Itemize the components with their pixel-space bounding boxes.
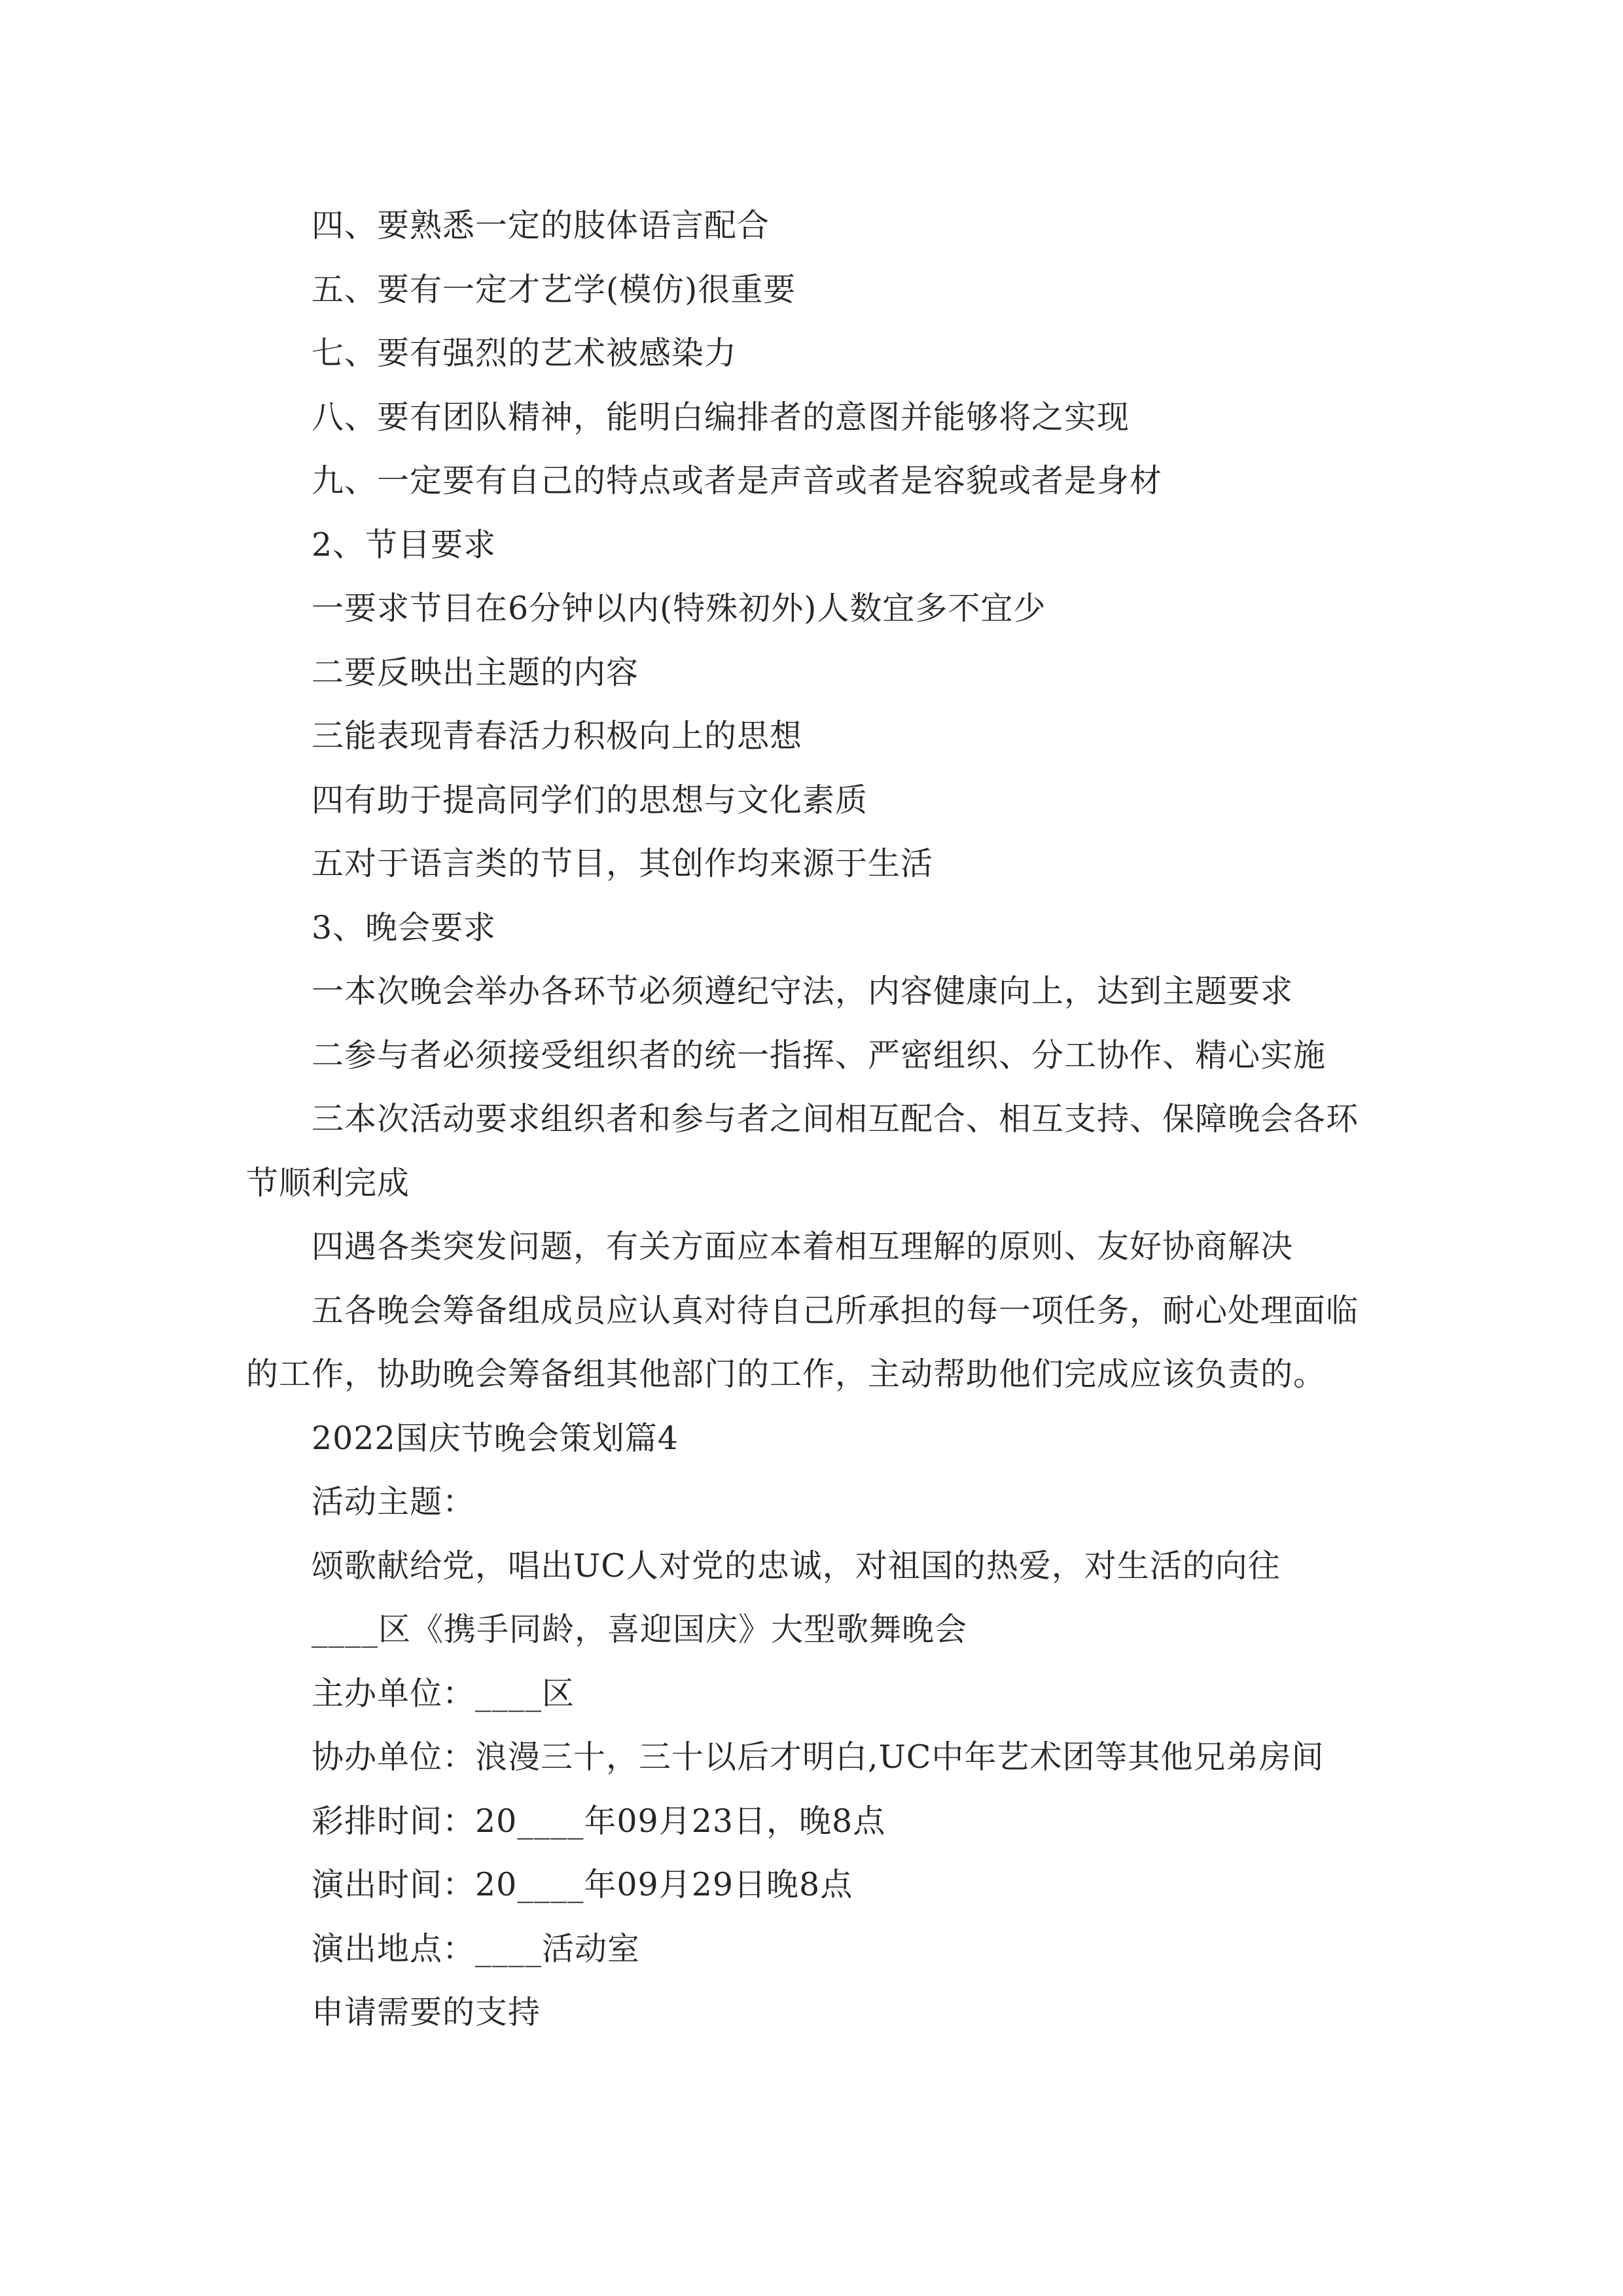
paragraph: 八、要有团队精神，能明白编排者的意图并能够将之实现 xyxy=(312,398,1130,436)
paragraph: ____区《携手同龄，喜迎国庆》大型歌舞晚会 xyxy=(312,1611,968,1648)
paragraph: 九、一定要有自己的特点或者是声音或者是容貌或者是身材 xyxy=(312,462,1163,499)
paragraph: 四、要熟悉一定的肢体语言配合 xyxy=(312,207,770,244)
document-body xyxy=(246,194,1385,2045)
paragraph: 颂歌献给党，唱出UC人对党的忠诚，对祖国的热爱，对生活的向往 xyxy=(312,1547,1281,1585)
paragraph: 彩排时间：20____年09月23日，晚8点 xyxy=(312,1802,886,1840)
paragraph: 一要求节目在6分钟以内(特殊初外)人数宜多不宜少 xyxy=(312,590,1046,627)
paragraph: 主办单位：____区 xyxy=(312,1674,575,1712)
paragraph: 一本次晚会举办各环节必须遵纪守法，内容健康向上，达到主题要求 xyxy=(312,973,1294,1010)
paragraph: 三本次活动要求组织者和参与者之间相互配合、相互支持、保障晚会各环节顺利完成 xyxy=(246,1100,1359,1202)
section-heading: 3、晚会要求 xyxy=(312,908,497,946)
paragraph: 演出时间：20____年09月29日晚8点 xyxy=(312,1866,853,1903)
paragraph: 五各晚会筹备组成员应认真对待自己所承担的每一项任务，耐心处理面临的工作，协助晚会筹备组其他部门的工作，主动帮助他们完成应该负责的。 xyxy=(246,1291,1359,1393)
paragraph: 活动主题： xyxy=(312,1483,476,1520)
paragraph: 五、要有一定才艺学(模仿)很重要 xyxy=(312,270,796,308)
paragraph: 二参与者必须接受组织者的统一指挥、严密组织、分工协作、精心实施 xyxy=(312,1036,1327,1074)
paragraph: 四有助于提高同学们的思想与文化素质 xyxy=(312,781,868,819)
section-heading: 2、节目要求 xyxy=(312,526,497,564)
paragraph: 申请需要的支持 xyxy=(312,1994,541,2031)
paragraph: 三能表现青春活力积极向上的思想 xyxy=(312,717,803,755)
paragraph: 二要反映出主题的内容 xyxy=(312,653,639,691)
section-title: 2022国庆节晚会策划篇4 xyxy=(312,1419,679,1457)
paragraph: 四遇各类突发问题，有关方面应本着相互理解的原则、友好协商解决 xyxy=(312,1228,1294,1265)
paragraph: 协办单位：浪漫三十，三十以后才明白,UC中年艺术团等其他兄弟房间 xyxy=(312,1738,1325,1776)
paragraph: 五对于语言类的节目，其创作均来源于生活 xyxy=(312,845,934,882)
paragraph: 七、要有强烈的艺术被感染力 xyxy=(312,334,738,372)
paragraph: 演出地点：____活动室 xyxy=(312,1929,641,1967)
